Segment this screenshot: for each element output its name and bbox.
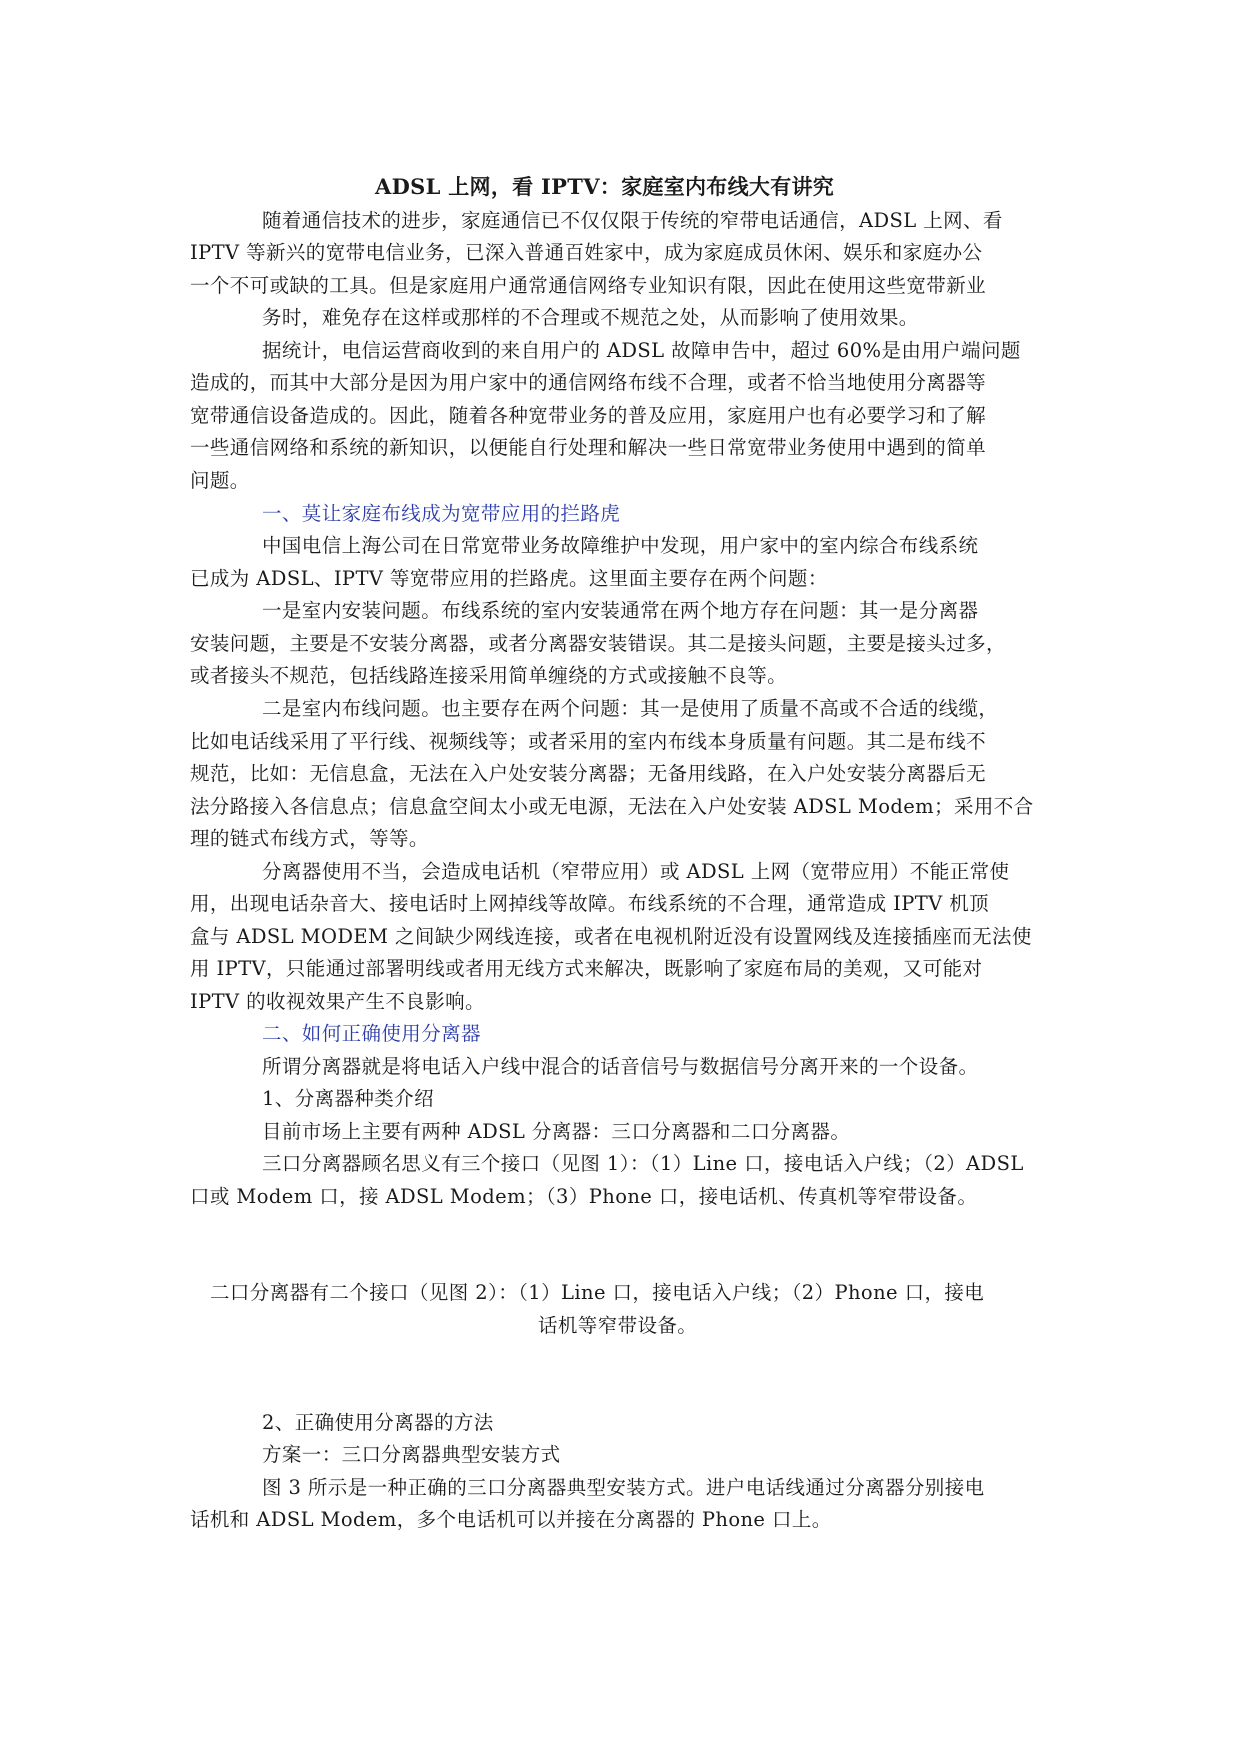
misuse-line-3: 盒与 ADSL MODEM 之间缺少网线连接，或者在电视机附近没有设置网线及连接插座而无法使 (190, 925, 1032, 948)
stats-line-4: 一些通信网络和系统的新知识，以便能自行处理和解决一些日常宽带业务使用中遇到的简单 (190, 436, 987, 459)
install-line-3: 或者接头不规范，包括线路连接采用简单缠绕的方式或接触不良等。 (190, 664, 788, 687)
stats-line-5: 问题。 (190, 469, 250, 492)
three-port-line-2: 口或 Modem 口，接 ADSL Modem；（3）Phone 口，接电话机、传真机等窄带设备。 (190, 1185, 978, 1208)
wiring-line-1: 二是室内布线问题。也主要存在两个问题：其一是使用了质量不高或不合适的线缆， (262, 697, 999, 720)
misuse-line-1: 分离器使用不当，会造成电话机（窄带应用）或 ADSL 上网（宽带应用）不能正常使 (262, 860, 1010, 883)
subheading-splitter-types: 1、分离器种类介绍 (262, 1087, 435, 1110)
wiring-line-5: 理的链式布线方式，等等。 (190, 827, 429, 850)
intro-line-3: 一个不可或缺的工具。但是家庭用户通常通信网络专业知识有限，因此在使用这些宽带新业 (190, 274, 987, 297)
intro-line-4: 务时，难免存在这样或那样的不合理或不规范之处，从而影响了使用效果。 (262, 306, 919, 329)
three-port-line-1: 三口分离器顾名思义有三个接口（见图 1）：（1）Line 口，接电话入户线；（2）ADSL (262, 1152, 1024, 1175)
types-intro: 目前市场上主要有两种 ADSL 分离器：三口分离器和二口分离器。 (262, 1120, 851, 1143)
scheme-one-heading: 方案一：三口分离器典型安装方式 (262, 1443, 561, 1466)
misuse-line-2: 用，出现电话杂音大、接电话时上网掉线等故障。布线系统的不合理，通常造成 IPTV 机顶 (190, 892, 990, 915)
document-title: ADSL 上网，看 IPTV：家庭室内布线大有讲究 (375, 174, 835, 199)
wiring-line-2: 比如电话线采用了平行线、视频线等；或者采用的室内布线本身质量有问题。其二是布线不 (190, 730, 987, 753)
wiring-line-3: 规范，比如：无信息盒，无法在入户处安装分离器；无备用线路，在入户处安装分离器后无 (190, 762, 987, 785)
stats-line-3: 宽带通信设备造成的。因此，随着各种宽带业务的普及应用，家庭用户也有必要学习和了解 (190, 404, 987, 427)
finding-line-2: 已成为 ADSL、IPTV 等宽带应用的拦路虎。这里面主要存在两个问题： (190, 567, 828, 590)
intro-line-2: IPTV 等新兴的宽带电信业务，已深入普通百姓家中，成为家庭成员休闲、娱乐和家庭办公 (190, 241, 983, 264)
subheading-correct-usage: 2、正确使用分离器的方法 (262, 1411, 494, 1434)
misuse-line-4: 用 IPTV，只能通过部署明线或者用无线方式来解决，既影响了家庭布局的美观，又可能对 (190, 957, 983, 980)
install-line-1: 一是室内安装问题。布线系统的室内安装通常在两个地方存在问题：其一是分离器 (262, 599, 979, 622)
splitter-definition: 所谓分离器就是将电话入户线中混合的话音信号与数据信号分离开来的一个设备。 (262, 1055, 979, 1078)
misuse-line-5: IPTV 的收视效果产生不良影响。 (190, 990, 485, 1013)
section-heading-1: 一、莫让家庭布线成为宽带应用的拦路虎 (262, 502, 621, 525)
stats-line-2: 造成的，而其中大部分是因为用户家中的通信网络布线不合理，或者不恰当地使用分离器等 (190, 371, 987, 394)
finding-line-1: 中国电信上海公司在日常宽带业务故障维护中发现，用户家中的室内综合布线系统 (262, 534, 979, 557)
wiring-line-4: 法分路接入各信息点；信息盒空间太小或无电源，无法在入户处安装 ADSL Modem；采用不合 (190, 795, 1034, 818)
two-port-line-1: 二口分离器有二个接口（见图 2）：（1）Line 口，接电话入户线；（2）Phone 口，接电 (210, 1281, 985, 1304)
install-line-2: 安装问题，主要是不安装分离器，或者分离器安装错误。其二是接头问题，主要是接头过多， (190, 632, 1006, 655)
section-heading-2: 二、如何正确使用分离器 (262, 1022, 481, 1045)
figure3-line-2: 话机和 ADSL Modem，多个电话机可以并接在分离器的 Phone 口上。 (190, 1508, 832, 1531)
two-port-line-2: 话机等窄带设备。 (538, 1314, 698, 1337)
stats-line-1: 据统计，电信运营商收到的来自用户的 ADSL 故障申告中，超过 60%是由用户端问题 (262, 339, 1021, 362)
figure3-line-1: 图 3 所示是一种正确的三口分离器典型安装方式。进户电话线通过分离器分别接电 (262, 1476, 985, 1499)
intro-line-1: 随着通信技术的进步，家庭通信已不仅仅限于传统的窄带电话通信，ADSL 上网、看 (262, 209, 1003, 232)
